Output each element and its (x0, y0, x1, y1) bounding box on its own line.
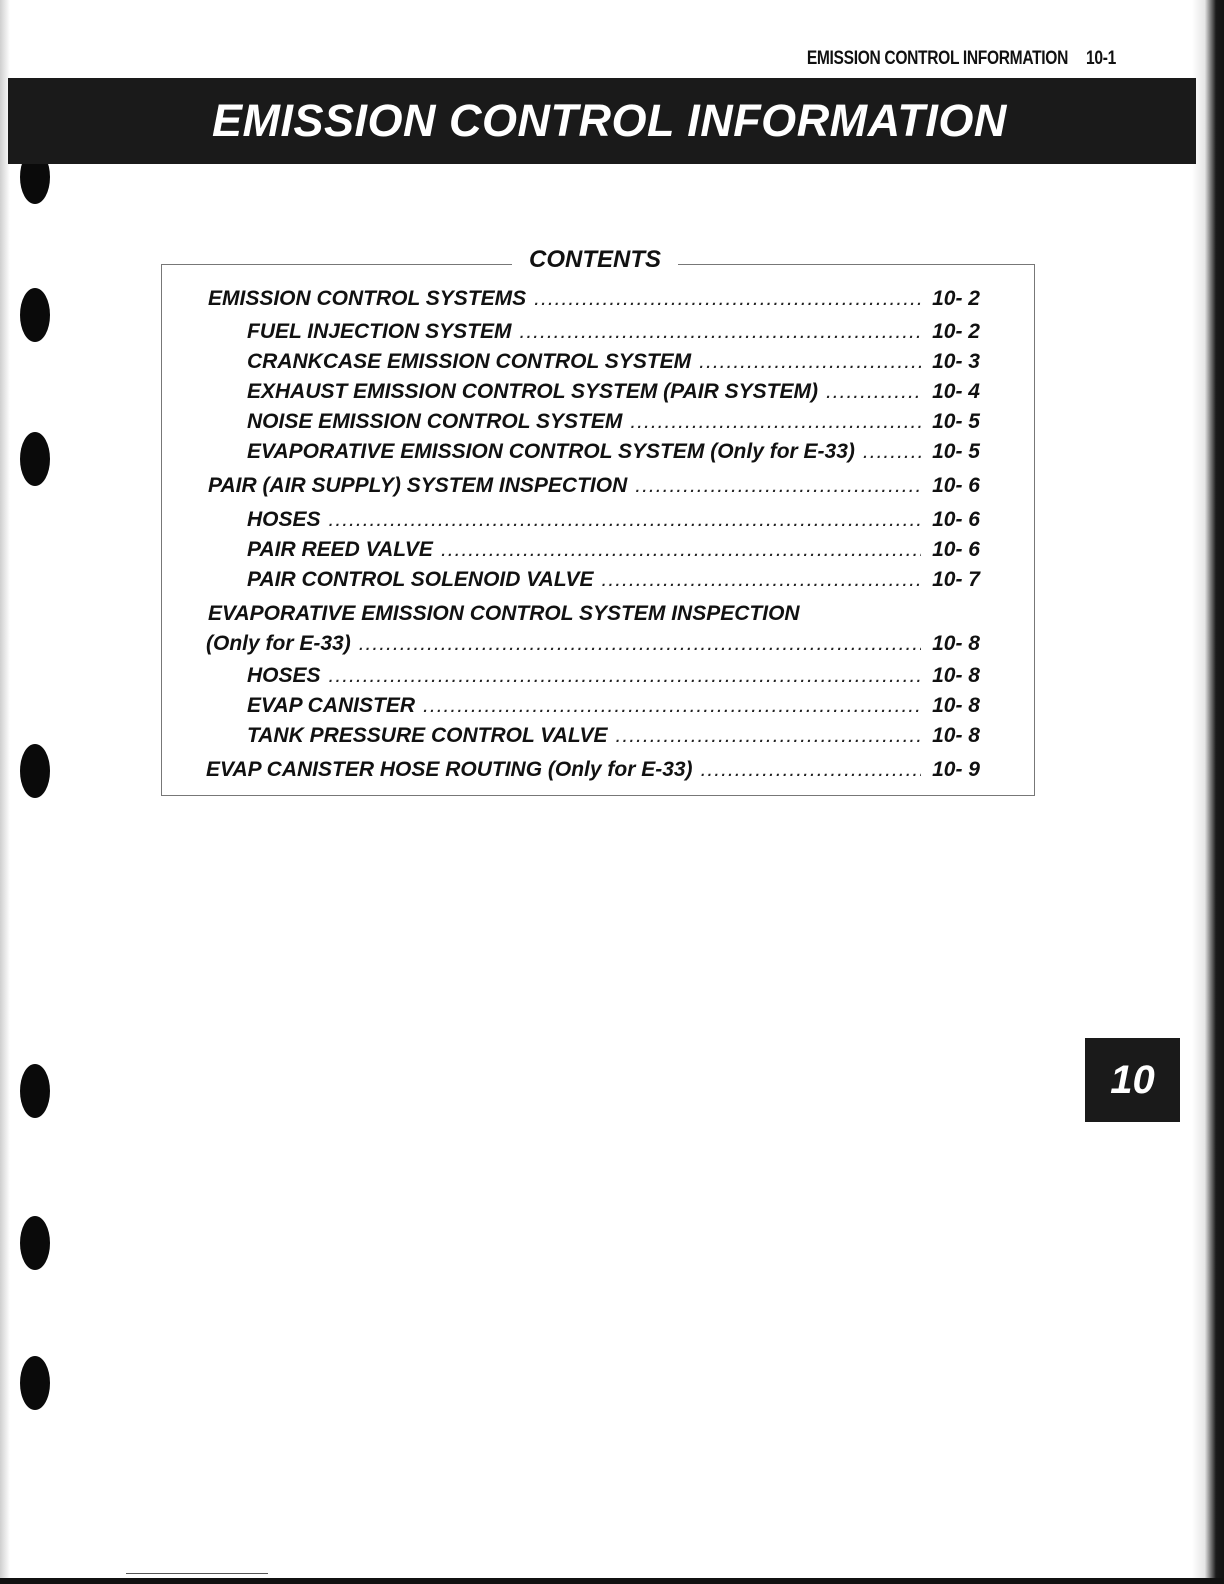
toc-leader (329, 664, 921, 688)
bottom-rule (126, 1573, 268, 1574)
toc-leader (519, 320, 921, 344)
toc-entry-label: HOSES (247, 664, 321, 687)
toc-entry-page: 10- 2 (932, 320, 980, 343)
toc-entry-label: (Only for E-33) (206, 632, 351, 655)
toc-entry-page: 10- 9 (932, 758, 980, 781)
toc-entry-label: EVAP CANISTER (247, 694, 416, 717)
toc-entry[interactable] (247, 440, 980, 468)
toc-entry[interactable] (247, 568, 980, 596)
page-left-shadow (0, 0, 10, 1584)
toc-entry-label: NOISE EMISSION CONTROL SYSTEM (247, 410, 623, 433)
chapter-tab[interactable] (1085, 1038, 1180, 1122)
toc-leader (329, 508, 921, 532)
toc-entry-label: EMISSION CONTROL SYSTEMS (208, 287, 527, 310)
running-header-title: EMISSION CONTROL INFORMATION (806, 48, 1069, 69)
toc-leader (616, 724, 921, 748)
page-right-edge (1192, 0, 1224, 1584)
toc-entry-label: HOSES (247, 508, 321, 531)
toc-entry-label: TANK PRESSURE CONTROL VALVE (247, 724, 608, 747)
toc-entry[interactable] (247, 350, 980, 378)
toc-leader (534, 287, 921, 311)
toc-entry-label: EXHAUST EMISSION CONTROL SYSTEM (PAIR SYSTEM) (247, 380, 818, 403)
toc-leader (701, 758, 921, 782)
toc-entry-label: PAIR (AIR SUPPLY) SYSTEM INSPECTION (208, 474, 628, 497)
toc-entry-page: 10- 5 (932, 440, 980, 463)
toc-entry-page: 10- 6 (932, 474, 980, 497)
toc-leader (635, 474, 921, 498)
toc-entry[interactable] (247, 694, 980, 722)
page-bottom-edge (0, 1578, 1224, 1584)
chapter-tab-number: 10 (1110, 1057, 1155, 1102)
toc-entry[interactable] (247, 380, 980, 408)
toc-entry-label: CRANKCASE EMISSION CONTROL SYSTEM (247, 350, 692, 373)
running-header-page: 10-1 (1086, 48, 1116, 69)
toc-leader (423, 694, 921, 718)
toc-entry[interactable] (208, 474, 980, 502)
toc-entry-label: EVAP CANISTER HOSE ROUTING (Only for E-33) (206, 758, 693, 781)
contents-heading: CONTENTS (512, 246, 678, 274)
toc-entry-label: PAIR REED VALVE (247, 538, 433, 561)
chapter-title: EMISSION CONTROL INFORMATION (212, 95, 1007, 146)
toc-leader (602, 568, 921, 592)
toc-entry[interactable] (247, 508, 980, 536)
toc-entry-page: 10- 5 (932, 410, 980, 433)
binder-hole-6 (20, 1216, 50, 1270)
toc-entry-page: 10- 4 (932, 380, 980, 403)
toc-entry[interactable] (247, 410, 980, 438)
toc-entry-page: 10- 8 (932, 694, 980, 717)
toc-entry-label: EVAPORATIVE EMISSION CONTROL SYSTEM INSPECTION (208, 602, 800, 625)
toc-entry[interactable] (247, 664, 980, 692)
toc-leader (630, 410, 921, 434)
binder-hole-7 (20, 1356, 50, 1410)
toc-entry[interactable] (206, 758, 980, 786)
toc-entry[interactable] (208, 287, 980, 315)
toc-leader (441, 538, 921, 562)
toc-entry-page: 10- 6 (932, 508, 980, 531)
toc-entry-page: 10- 8 (932, 724, 980, 747)
toc-entry-heading[interactable] (208, 602, 800, 630)
running-header (807, 48, 1116, 70)
toc-entry-page: 10- 8 (932, 664, 980, 687)
toc-entry-label: EVAPORATIVE EMISSION CONTROL SYSTEM (Only for E-33) (247, 440, 855, 463)
toc-leader (699, 350, 921, 374)
toc-entry-page: 10- 6 (932, 538, 980, 561)
toc-entry[interactable] (247, 538, 980, 566)
toc-entry-page: 10- 2 (932, 287, 980, 310)
toc-leader (359, 632, 921, 656)
binder-hole-2 (20, 288, 50, 342)
toc-entry-page: 10- 3 (932, 350, 980, 373)
toc-entry[interactable] (247, 724, 980, 752)
binder-hole-4 (20, 744, 50, 798)
toc-entry[interactable] (247, 320, 980, 348)
toc-entry-label: FUEL INJECTION SYSTEM (247, 320, 512, 343)
toc-entry[interactable] (206, 632, 980, 660)
toc-entry-page: 10- 8 (932, 632, 980, 655)
toc-entry-label: PAIR CONTROL SOLENOID VALVE (247, 568, 594, 591)
binder-hole-5 (20, 1064, 50, 1118)
toc-entry-page: 10- 7 (932, 568, 980, 591)
toc-leader (826, 380, 921, 404)
binder-hole-3 (20, 432, 50, 486)
toc-leader (863, 440, 921, 464)
